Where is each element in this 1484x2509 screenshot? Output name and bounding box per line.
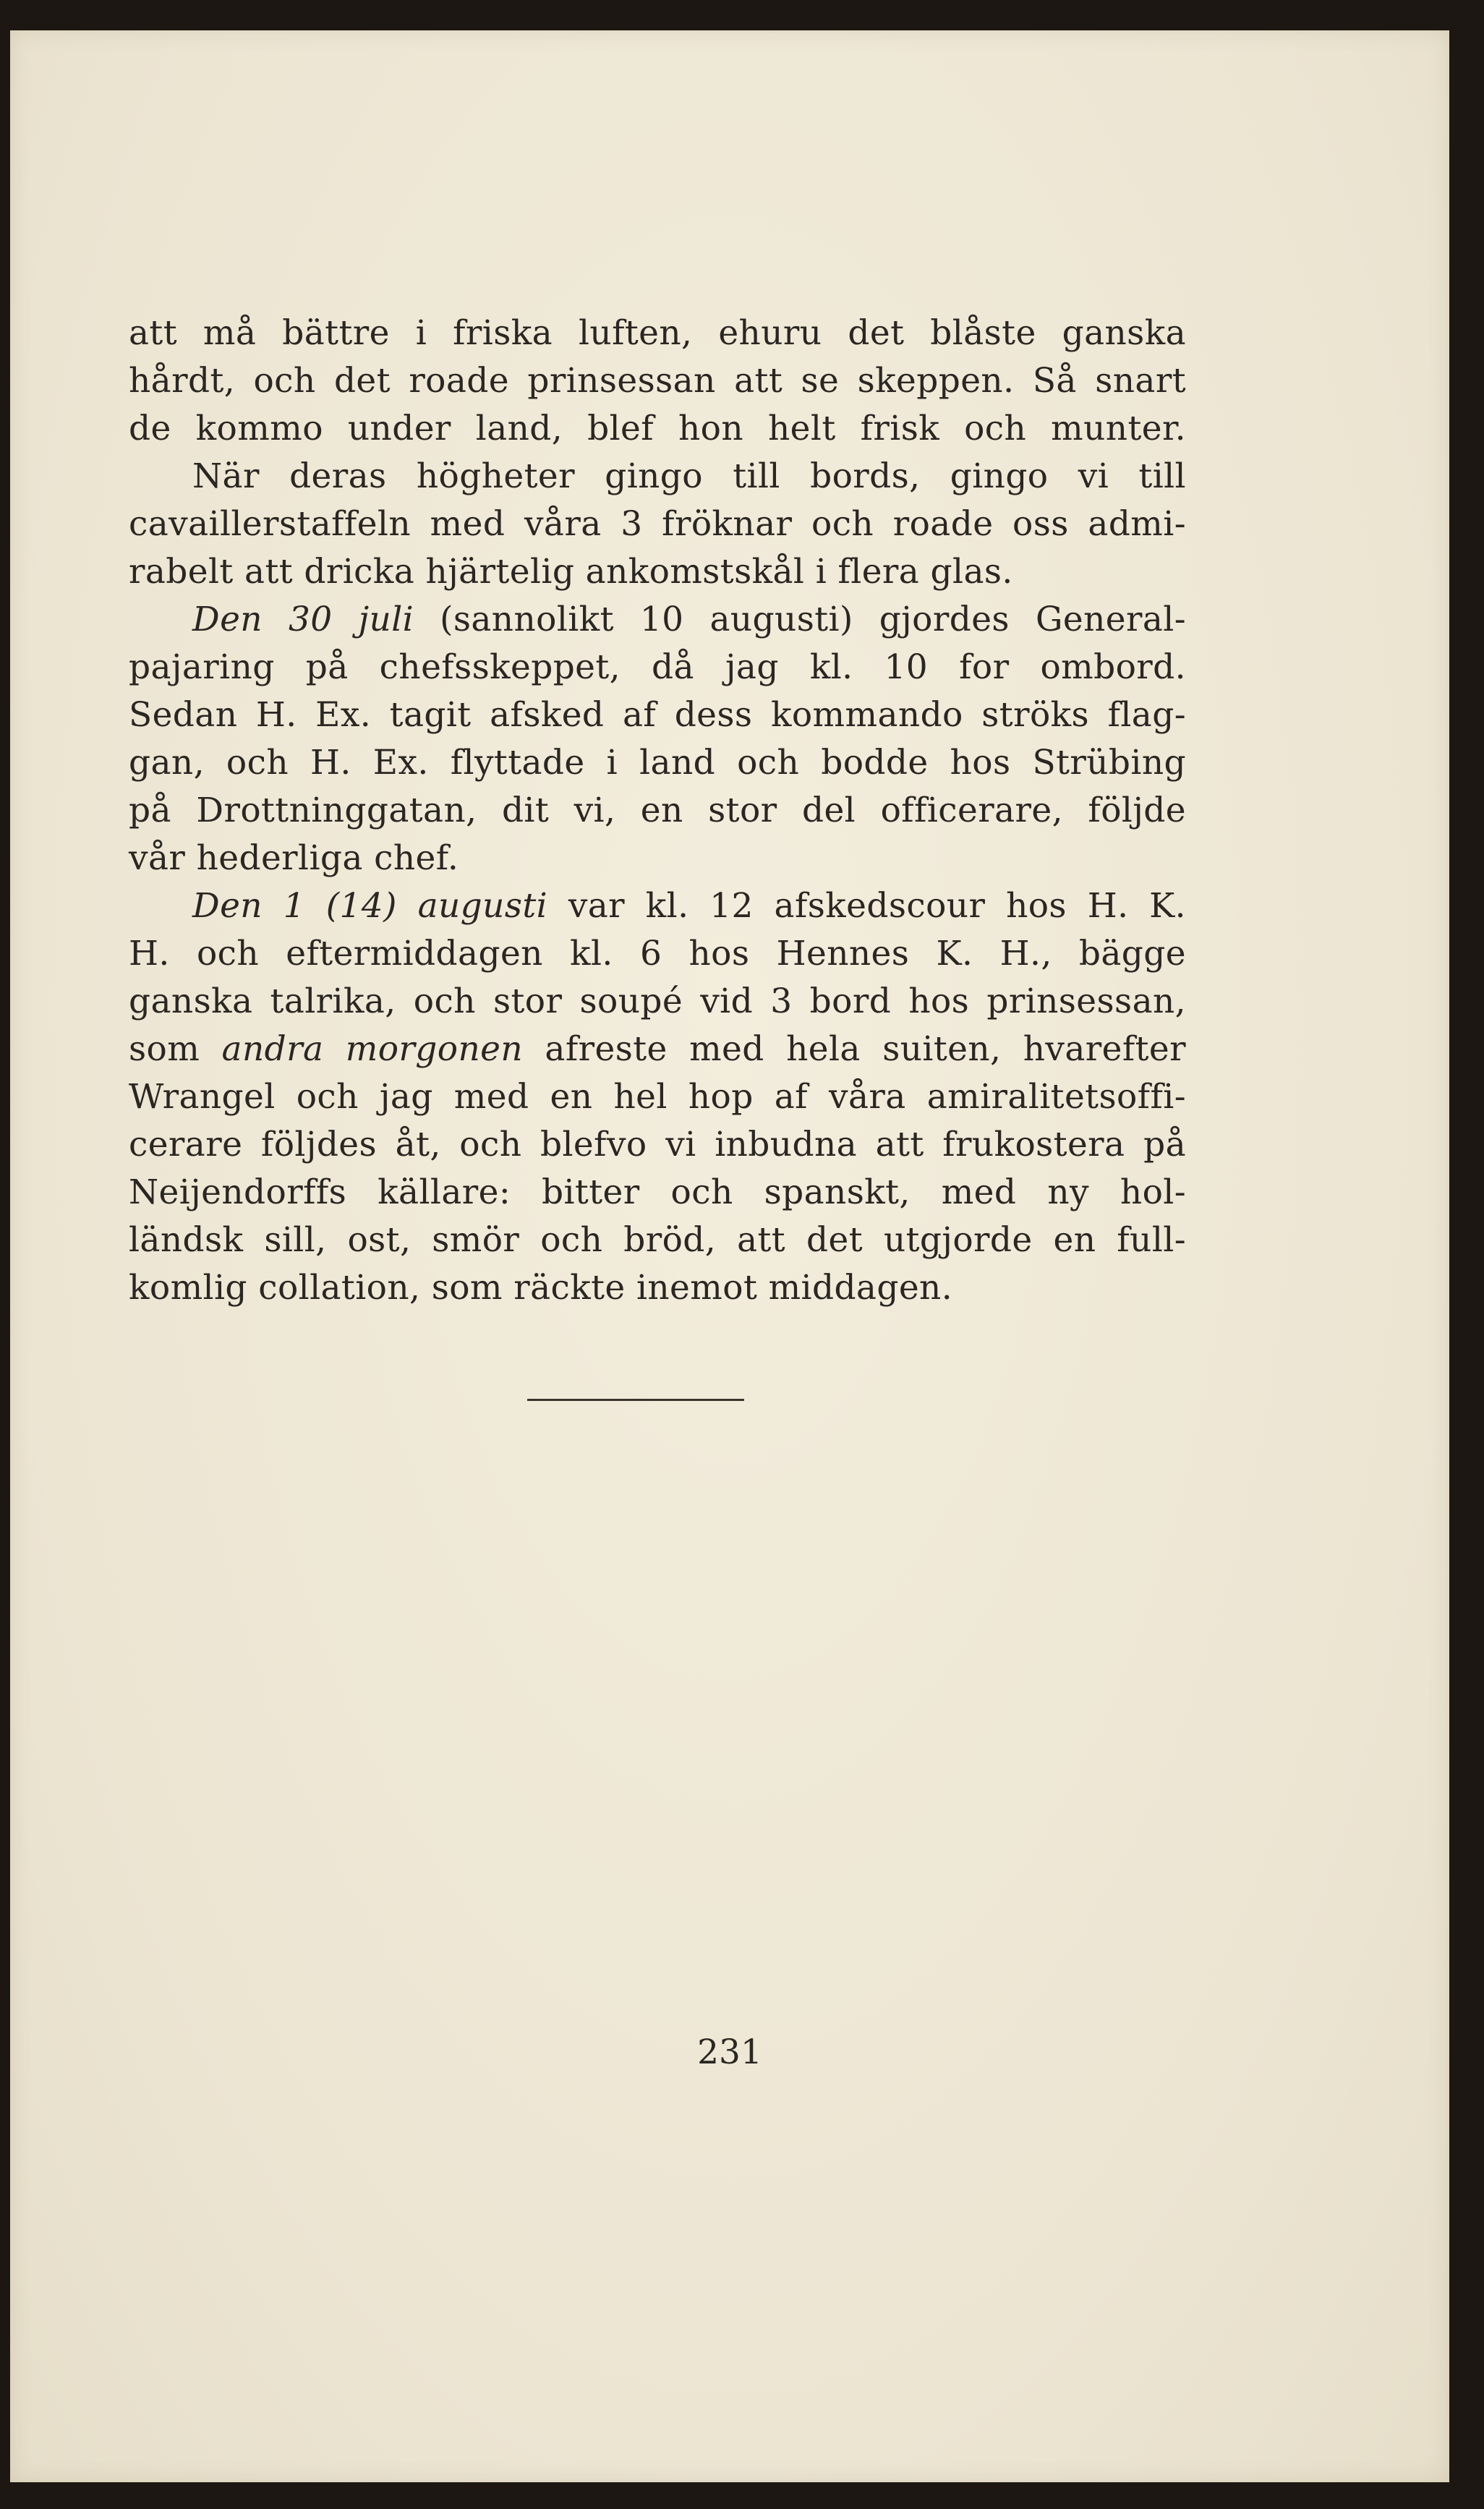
- line-text: som: [129, 1029, 200, 1069]
- text-line: [129, 1026, 1186, 1073]
- page-number: 231: [697, 2032, 762, 2072]
- text-line: [129, 596, 1186, 644]
- text-line: Wrangel och jag med en hel hop af våra amiralitetsoffi-: [129, 1077, 1186, 1117]
- section-divider: [527, 1399, 744, 1401]
- text-line: ländsk sill, ost, smör och bröd, att det utgjorde en full-: [129, 1220, 1186, 1260]
- text-line: Sedan H. Ex. tagit afsked af dess kommando ströks flag-: [129, 695, 1186, 735]
- text-line: Neijendorffs källare: bitter och spanskt, med ny hol-: [129, 1172, 1186, 1212]
- text-line: komlig collation, som räckte inemot middagen.: [129, 1268, 953, 1308]
- text-line: cerare följdes åt, och blefvo vi inbudna att frukostera på: [129, 1125, 1186, 1164]
- line-text: (sannolikt 10 augusti) gjordes General-: [440, 600, 1186, 639]
- line-text: var kl. 12 afskedscour hos H. K.: [568, 886, 1187, 926]
- text-line: [129, 882, 1186, 930]
- text-line: ganska talrika, och stor soupé vid 3 bord hos prinsessan,: [129, 981, 1186, 1021]
- text-line: de kommo under land, blef hon helt frisk och munter.: [129, 409, 1186, 448]
- italic-date: Den 1 (14) augusti: [192, 886, 548, 926]
- line-text: afreste med hela suiten, hvarefter: [545, 1029, 1186, 1069]
- text-line: När deras högheter gingo till bords, gingo vi till: [192, 456, 1186, 496]
- text-line: på Drottninggatan, dit vi, en stor del officerare, följde: [129, 791, 1186, 830]
- text-line: rabelt att dricka hjärtelig ankomstskål i flera glas.: [129, 552, 1013, 592]
- text-line: cavaillerstaffeln med våra 3 fröknar och roade oss admi-: [129, 504, 1186, 544]
- text-line: gan, och H. Ex. flyttade i land och bodde hos Strübing: [129, 743, 1186, 783]
- book-page: [10, 30, 1449, 2482]
- text-line: hårdt, och det roade prinsessan att se skeppen. Så snart: [129, 361, 1186, 401]
- italic-date: Den 30 juli: [192, 600, 414, 639]
- text-line: vår hederliga chef.: [129, 838, 459, 878]
- text-line: pajaring på chefsskeppet, då jag kl. 10 for ombord.: [129, 647, 1186, 687]
- italic-phrase: andra morgonen: [221, 1029, 524, 1069]
- text-line: att må bättre i friska luften, ehuru det blåste ganska: [129, 313, 1186, 353]
- text-line: H. och eftermiddagen kl. 6 hos Hennes K. H., bägge: [129, 934, 1186, 974]
- body-text: [129, 310, 1186, 1312]
